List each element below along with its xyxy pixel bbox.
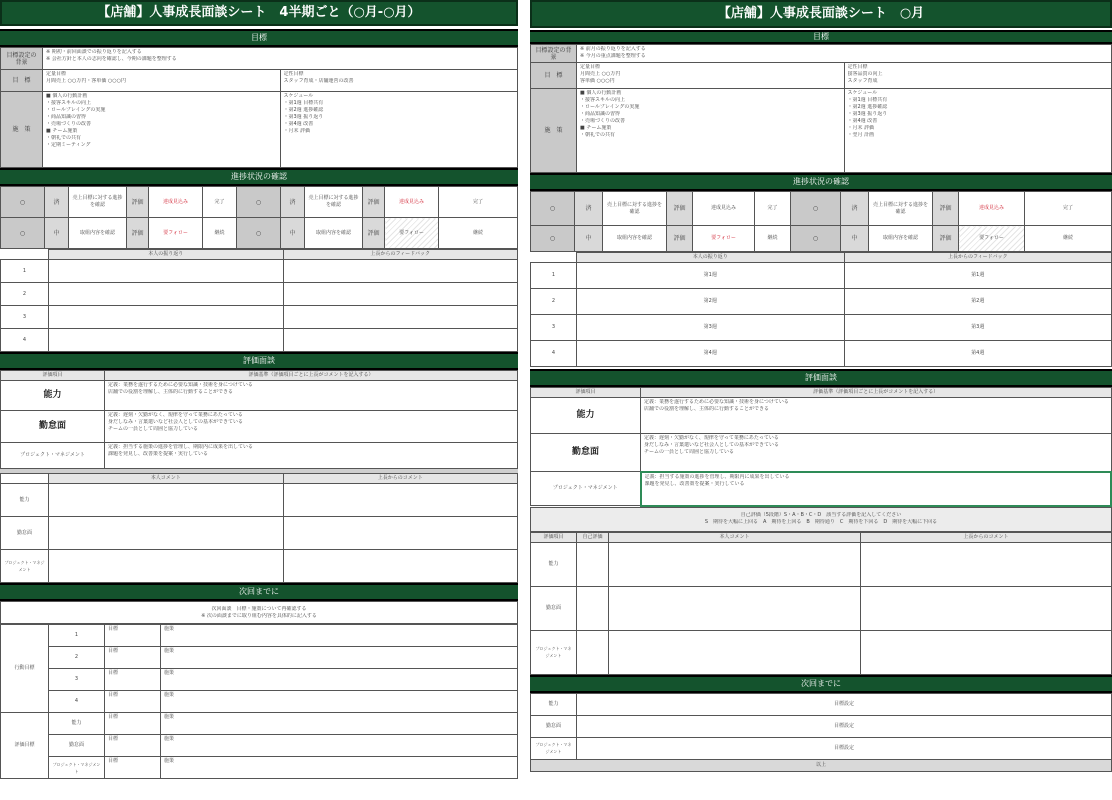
next-row-label: 能力 — [49, 713, 105, 735]
status-state: 中 — [281, 218, 305, 249]
reflection-boss-cell[interactable] — [283, 283, 518, 306]
eval-criteria-project: 定義：担当する施策の進捗を管理し、期限内に成果を出している 課題を発見し、改善策を提案・実行している — [641, 472, 1112, 506]
status-memo[interactable]: 達成見込み — [959, 192, 1025, 226]
next-goal-cell[interactable]: 目標 — [105, 625, 161, 647]
eval-criteria-project: 定義：担当する施策の進捗を管理し、期限内に成果を出している 課題を発見し、改善策を提案・実行している — [105, 443, 518, 469]
next-goal-cell[interactable]: 目標 — [105, 735, 161, 757]
eval-label-attendance: 勤怠面 — [1, 411, 105, 443]
status-result[interactable]: 継続 — [1025, 226, 1112, 252]
status-result[interactable]: 継続 — [439, 218, 518, 249]
next-measure-cell[interactable]: 施策 — [161, 669, 518, 691]
status-memo[interactable]: 要フォロー — [149, 218, 203, 249]
status-tag: 評価 — [363, 187, 385, 218]
section-goal-header: 目標 — [0, 29, 518, 47]
status-state: 中 — [841, 226, 869, 252]
comment-head-boss: 上長からのコメント — [283, 474, 518, 484]
next-row-label: 勤怠面 — [49, 735, 105, 757]
reflection-self-cell[interactable] — [49, 329, 284, 352]
next-measure-cell[interactable]: 施策 — [161, 691, 518, 713]
weekly-reflection-table — [530, 252, 1112, 367]
next-row-label: 3 — [49, 669, 105, 691]
reflection-boss-cell[interactable] — [283, 329, 518, 352]
next-goal-cell[interactable]: 目標設定 — [577, 715, 1112, 737]
week-row-label: 2 — [531, 289, 577, 315]
reflection-head-boss: 上長からのフィードバック — [283, 250, 518, 260]
status-result[interactable]: 完了 — [1025, 192, 1112, 226]
reflection-boss-cell[interactable]: 第1週 — [844, 263, 1112, 289]
footer-note: 以上 — [531, 759, 1112, 771]
comment-row-label: 勤怠面 — [1, 517, 49, 550]
reflection-boss-cell[interactable] — [283, 260, 518, 283]
status-note[interactable]: 取組内容を確認 — [305, 218, 363, 249]
status-memo[interactable]: 達成見込み — [693, 192, 755, 226]
eval-criteria-attendance: 定義：遅刻・欠勤がなく、規律を守って業務にあたっている 身だしなみ・言葉遣いなど社会人としての基本ができている チームの一員として周囲と協力している — [641, 434, 1112, 472]
eval-label-ability: 能力 — [1, 381, 105, 411]
reflection-boss-cell[interactable] — [283, 306, 518, 329]
status-memo[interactable]: 達成見込み — [149, 187, 203, 218]
reflection-boss-cell[interactable]: 第2週 — [844, 289, 1112, 315]
self-comment-cell[interactable] — [609, 630, 861, 674]
section-status-header: 進捗状況の確認 — [0, 168, 518, 186]
next-goals-table — [0, 624, 518, 779]
eval-label-ability: 能力 — [531, 398, 641, 434]
self-comment-cell[interactable] — [609, 542, 861, 586]
next-measure-cell[interactable]: 施策 — [161, 757, 518, 779]
comment-boss-cell[interactable] — [283, 517, 518, 550]
goal-background-cell[interactable]: ※ 前月の振り返りを記入する ※ 今月の重点課題を整理する — [577, 45, 1112, 63]
score-row-label: 勤怠面 — [531, 586, 577, 630]
next-goal-cell[interactable]: 目標 — [105, 757, 161, 779]
status-tag: 評価 — [667, 192, 693, 226]
score-row-label: プロジェクト・マネジメント — [531, 630, 577, 674]
boss-comment-cell[interactable] — [861, 586, 1112, 630]
next-row-label: 勤怠面 — [531, 715, 577, 737]
sheet-title: 【店舗】人事成長面談シート ○月 — [530, 0, 1112, 28]
status-memo[interactable]: 要フォロー — [959, 226, 1025, 252]
sheet-title: 【店舗】人事成長面談シート 4半期ごと（○月-○月） — [0, 0, 518, 26]
eval-head-item: 評価項目 — [531, 388, 641, 398]
month-row-label: 2 — [1, 283, 49, 306]
eval-head-criteria: 評価基準（評価項目ごとに上長がコメントを記入する） — [105, 371, 518, 381]
status-note[interactable]: 売上目標に対する進捗を確認 — [603, 192, 667, 226]
score-head-self: 自己評価 — [577, 532, 609, 542]
next-goal-cell[interactable]: 目標 — [105, 691, 161, 713]
self-comment-cell[interactable] — [609, 586, 861, 630]
scale-note-cell: 自己評価（5段階）S・A・B・C・D 該当する評価を記入してください S 期待を大幅に上回る A 期待を上回る B 期待通り C 期待を下回る D 期待を大幅に下回る — [531, 507, 1112, 531]
status-mark: ○ — [531, 192, 575, 226]
self-score-cell[interactable] — [577, 586, 609, 630]
status-note[interactable]: 取組内容を確認 — [869, 226, 933, 252]
eval-criteria-attendance: 定義：遅刻・欠勤がなく、規律を守って業務にあたっている 身だしなみ・言葉遣いなど社会人としての基本ができている チームの一員として周囲と協力している — [105, 411, 518, 443]
scale-note-table — [530, 507, 1112, 532]
reflection-self-cell[interactable]: 第2週 — [577, 289, 845, 315]
reflection-self-cell[interactable]: 第3週 — [577, 315, 845, 341]
status-result[interactable]: 完了 — [203, 187, 237, 218]
boss-comment-cell[interactable] — [861, 630, 1112, 674]
comment-head-self: 本人コメント — [49, 474, 284, 484]
status-mark: ○ — [531, 226, 575, 252]
status-result[interactable]: 継続 — [755, 226, 791, 252]
goal-quantitative-cell[interactable]: 定量目標 月間売上 ○○万円 客単価 ○○○円 — [577, 63, 845, 89]
week-row-label: 4 — [531, 341, 577, 367]
goal-background-label: 目標設定の背景 — [1, 48, 43, 70]
monthly-sheet — [530, 0, 1112, 800]
eval-label-attendance: 勤怠面 — [531, 434, 641, 472]
goal-qualitative-cell[interactable]: 定性目標 スタッフ育成・店舗運営の改善 — [280, 70, 518, 92]
status-state: 済 — [841, 192, 869, 226]
score-head-item: 評価項目 — [531, 532, 577, 542]
goal-qualitative-cell[interactable]: 定性目標 接客品質の向上 スタッフ育成 — [844, 63, 1112, 89]
goal-table — [530, 44, 1112, 173]
next-row-label: 2 — [49, 647, 105, 669]
next-goal-cell[interactable]: 目標設定 — [577, 693, 1112, 715]
eval-criteria-table — [0, 370, 518, 469]
next-measure-cell[interactable]: 施策 — [161, 713, 518, 735]
reflection-head-self: 本人の振り返り — [577, 253, 845, 263]
eval-comment-table — [0, 473, 518, 583]
reflection-boss-cell[interactable]: 第4週 — [844, 341, 1112, 367]
reflection-head-self: 本人の振り返り — [49, 250, 284, 260]
next-goal-cell[interactable]: 目標 — [105, 713, 161, 735]
status-memo[interactable]: 達成見込み — [385, 187, 439, 218]
self-score-cell[interactable] — [577, 630, 609, 674]
goal-background-cell[interactable]: ※ 期初・前回面談での振り返りを記入する ※ 会社方針と本人の志向を確認し、今期の課題を整理する — [43, 48, 518, 70]
next-row-label: プロジェクト・マネジメント — [49, 757, 105, 779]
reflection-self-cell[interactable] — [49, 306, 284, 329]
comment-self-cell[interactable] — [49, 517, 284, 550]
next-goal-cell[interactable]: 目標 — [105, 669, 161, 691]
status-mark: ○ — [1, 187, 45, 218]
section-eval-header: 評価面談 — [0, 352, 518, 370]
reflection-boss-cell[interactable]: 第3週 — [844, 315, 1112, 341]
comment-row-label: 能力 — [1, 484, 49, 517]
self-score-table — [530, 532, 1112, 675]
next-goals-table — [530, 693, 1112, 772]
status-mark: ○ — [237, 218, 281, 249]
status-mark: ○ — [1, 218, 45, 249]
measures-plan-cell[interactable]: ■ 個人の行動計画 ・接客スキルの向上 ・ロールプレイングの実施 ・商品知識の習得 ・売場づくりの改善 ■ チーム施策 ・朝礼での共有 — [577, 89, 845, 173]
next-measure-cell[interactable]: 施策 — [161, 647, 518, 669]
comment-boss-cell[interactable] — [283, 550, 518, 583]
reflection-self-cell[interactable] — [49, 283, 284, 306]
status-note[interactable]: 取組内容を確認 — [603, 226, 667, 252]
status-note[interactable]: 取組内容を確認 — [69, 218, 127, 249]
status-result[interactable]: 継続 — [203, 218, 237, 249]
section-eval-header: 評価面談 — [530, 369, 1112, 387]
eval-label-project: プロジェクト・マネジメント — [531, 472, 641, 506]
eval-criteria-ability: 定義：業務を遂行するために必要な知識・技術を身につけている 店舗での役割を理解し、主体的に行動することができる — [105, 381, 518, 411]
measures-label: 施 策 — [531, 89, 577, 173]
status-tag: 評価 — [127, 187, 149, 218]
eval-criteria-table — [530, 387, 1112, 507]
reflection-self-cell[interactable] — [49, 260, 284, 283]
status-state: 中 — [575, 226, 603, 252]
status-tag: 評価 — [127, 218, 149, 249]
next-measure-cell[interactable]: 施策 — [161, 735, 518, 757]
status-mark: ○ — [791, 226, 841, 252]
status-note[interactable]: 売上目標に対する進捗を確認 — [305, 187, 363, 218]
eval-criteria-ability: 定義：業務を遂行するために必要な知識・技術を身につけている 店舗での役割を理解し、主体的に行動することができる — [641, 398, 1112, 434]
next-row-label: 能力 — [531, 693, 577, 715]
next-note-table — [0, 601, 518, 624]
boss-comment-cell[interactable] — [861, 542, 1112, 586]
next-row-label: プロジェクト・マネジメント — [531, 737, 577, 759]
section-next-header: 次回までに — [530, 675, 1112, 693]
status-memo[interactable]: 要フォロー — [693, 226, 755, 252]
measures-label: 施 策 — [1, 92, 43, 168]
comment-self-cell[interactable] — [49, 484, 284, 517]
next-group-label: 行動目標 — [1, 625, 49, 713]
comment-row-label: プロジェクト・マネジメント — [1, 550, 49, 583]
measures-schedule-cell[interactable]: スケジュール ・第1週 目標共有 ・第2週 進捗確認 ・第3週 振り返り ・第4週 改善 ・月末 評価 ・翌月 計画 — [844, 89, 1112, 173]
section-goal-header: 目標 — [530, 30, 1112, 44]
status-state: 済 — [45, 187, 69, 218]
comment-boss-cell[interactable] — [283, 484, 518, 517]
goal-quantitative-cell[interactable]: 定量目標 月間売上 ○○万円・客単価 ○○○円 — [43, 70, 281, 92]
status-mark: ○ — [237, 187, 281, 218]
measures-plan-cell[interactable]: ■ 個人の行動計画 ・接客スキルの向上 ・ロールプレイングの実施 ・商品知識の習得 ・売場づくりの改善 ■ チーム施策 ・朝礼での共有 ・定期ミーティング — [43, 92, 281, 168]
status-result[interactable]: 完了 — [439, 187, 518, 218]
status-tag: 評価 — [933, 192, 959, 226]
status-state: 中 — [45, 218, 69, 249]
next-goal-cell[interactable]: 目標設定 — [577, 737, 1112, 759]
measures-schedule-cell[interactable]: スケジュール ・第1週 目標共有 ・第2週 進捗確認 ・第3週 振り返り ・第4週 改善 ・月末 評価 — [280, 92, 518, 168]
monthly-reflection-table — [0, 249, 518, 352]
next-note-cell: 次回面談 目標・施策について再確認する ※ 次の面談までに取り組む内容を具体的に記入する — [1, 602, 518, 624]
status-note[interactable]: 売上目標に対する進捗を確認 — [69, 187, 127, 218]
self-score-cell[interactable] — [577, 542, 609, 586]
month-row-label: 4 — [1, 329, 49, 352]
status-tag: 評価 — [933, 226, 959, 252]
next-row-label: 4 — [49, 691, 105, 713]
next-goal-cell[interactable]: 目標 — [105, 647, 161, 669]
status-table — [530, 191, 1112, 252]
score-head-comment: 本人コメント — [609, 532, 861, 542]
reflection-self-cell[interactable]: 第4週 — [577, 341, 845, 367]
section-status-header: 進捗状況の確認 — [530, 173, 1112, 191]
next-row-label: 1 — [49, 625, 105, 647]
status-state: 済 — [575, 192, 603, 226]
goal-label: 目 標 — [531, 63, 577, 89]
goal-label: 目 標 — [1, 70, 43, 92]
status-result[interactable]: 完了 — [755, 192, 791, 226]
quarterly-sheet — [0, 0, 518, 800]
score-head-boss: 上長からのコメント — [861, 532, 1112, 542]
status-tag: 評価 — [363, 218, 385, 249]
goal-background-label: 目標設定の背景 — [531, 45, 577, 63]
comment-self-cell[interactable] — [49, 550, 284, 583]
status-memo[interactable]: 要フォロー — [385, 218, 439, 249]
month-row-label: 3 — [1, 306, 49, 329]
status-mark: ○ — [791, 192, 841, 226]
goal-table — [0, 47, 518, 168]
status-state: 済 — [281, 187, 305, 218]
eval-label-project: プロジェクト・マネジメント — [1, 443, 105, 469]
week-row-label: 1 — [531, 263, 577, 289]
status-tag: 評価 — [667, 226, 693, 252]
eval-head-criteria: 評価基準（評価項目ごとに上長がコメントを記入する） — [641, 388, 1112, 398]
month-row-label: 1 — [1, 260, 49, 283]
section-next-header: 次回までに — [0, 583, 518, 601]
next-measure-cell[interactable]: 施策 — [161, 625, 518, 647]
score-row-label: 能力 — [531, 542, 577, 586]
next-group-label: 評価目標 — [1, 713, 49, 779]
status-note[interactable]: 売上目標に対する進捗を確認 — [869, 192, 933, 226]
eval-head-item: 評価項目 — [1, 371, 105, 381]
reflection-self-cell[interactable]: 第1週 — [577, 263, 845, 289]
reflection-head-boss: 上長からのフィードバック — [844, 253, 1112, 263]
status-table — [0, 186, 518, 249]
week-row-label: 3 — [531, 315, 577, 341]
